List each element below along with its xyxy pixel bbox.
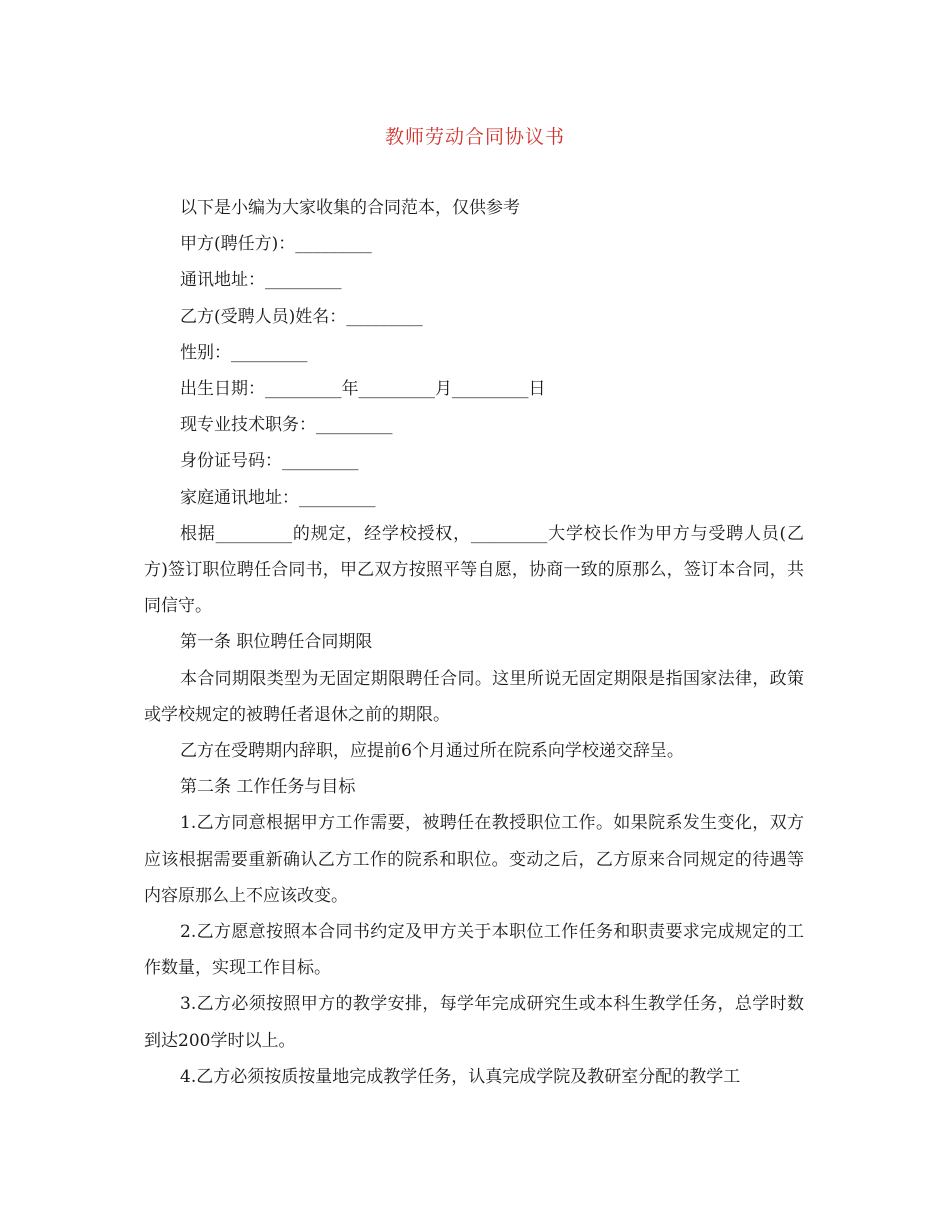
job-title-field: 现专业技术职务：_________ xyxy=(180,415,393,436)
document-body xyxy=(144,190,804,1095)
clause-4-paragraph: 4.乙方必须按质按量地完成教学任务，认真完成学院及教研室分配的教学工 xyxy=(180,1066,741,1087)
party-a-field: 甲方(聘任方)：_________ xyxy=(180,234,372,255)
clause-1-paragraph: 1.乙方同意根据甲方工作需要，被聘任在教授职位工作。如果院系发生变化，双方应该根据需要重新确认乙方工作的院系和职位。变动之后，乙方原来合同规定的待遇等内容原那么上不应该改变。 xyxy=(144,813,804,906)
id-number-field: 身份证号码：_________ xyxy=(180,451,359,472)
clause-3-paragraph: 3.乙方必须按照甲方的教学安排，每学年完成研究生或本科生教学任务，总学时数到达200学时以上。 xyxy=(144,994,804,1051)
article-1-heading: 第一条 职位聘任合同期限 xyxy=(180,632,373,653)
article-2-heading: 第二条 工作任务与目标 xyxy=(180,777,356,798)
preamble-paragraph: 根据_________的规定，经学校授权，_________大学校长作为甲方与受聘人员(乙方)签订职位聘任合同书，甲乙双方按照平等自愿，协商一致的原那么，签订本合同，共同信守。 xyxy=(144,523,804,617)
address-field: 通讯地址：_________ xyxy=(180,270,342,291)
birth-date-field: 出生日期：_________年_________月_________日 xyxy=(180,379,546,400)
clause-2-paragraph: 2.乙方愿意按照本合同书约定及甲方关于本职位工作任务和职责要求完成规定的工作数量，实现工作目标。 xyxy=(144,922,804,979)
article-1-paragraph: 本合同期限类型为无固定期限聘任合同。这里所说无固定期限是指国家法律，政策或学校规定的被聘任者退休之前的期限。 xyxy=(144,668,804,725)
document-title: 教师劳动合同协议书 xyxy=(384,126,565,148)
gender-field: 性别：_________ xyxy=(180,342,308,363)
home-address-field: 家庭通讯地址：_________ xyxy=(180,487,376,508)
intro-note: 以下是小编为大家收集的合同范本，仅供参考 xyxy=(180,198,520,218)
resignation-paragraph: 乙方在受聘期内辞职，应提前6个月通过所在院系向学校递交辞呈。 xyxy=(180,741,684,762)
party-b-name-field: 乙方(受聘人员)姓名：_________ xyxy=(180,306,423,327)
